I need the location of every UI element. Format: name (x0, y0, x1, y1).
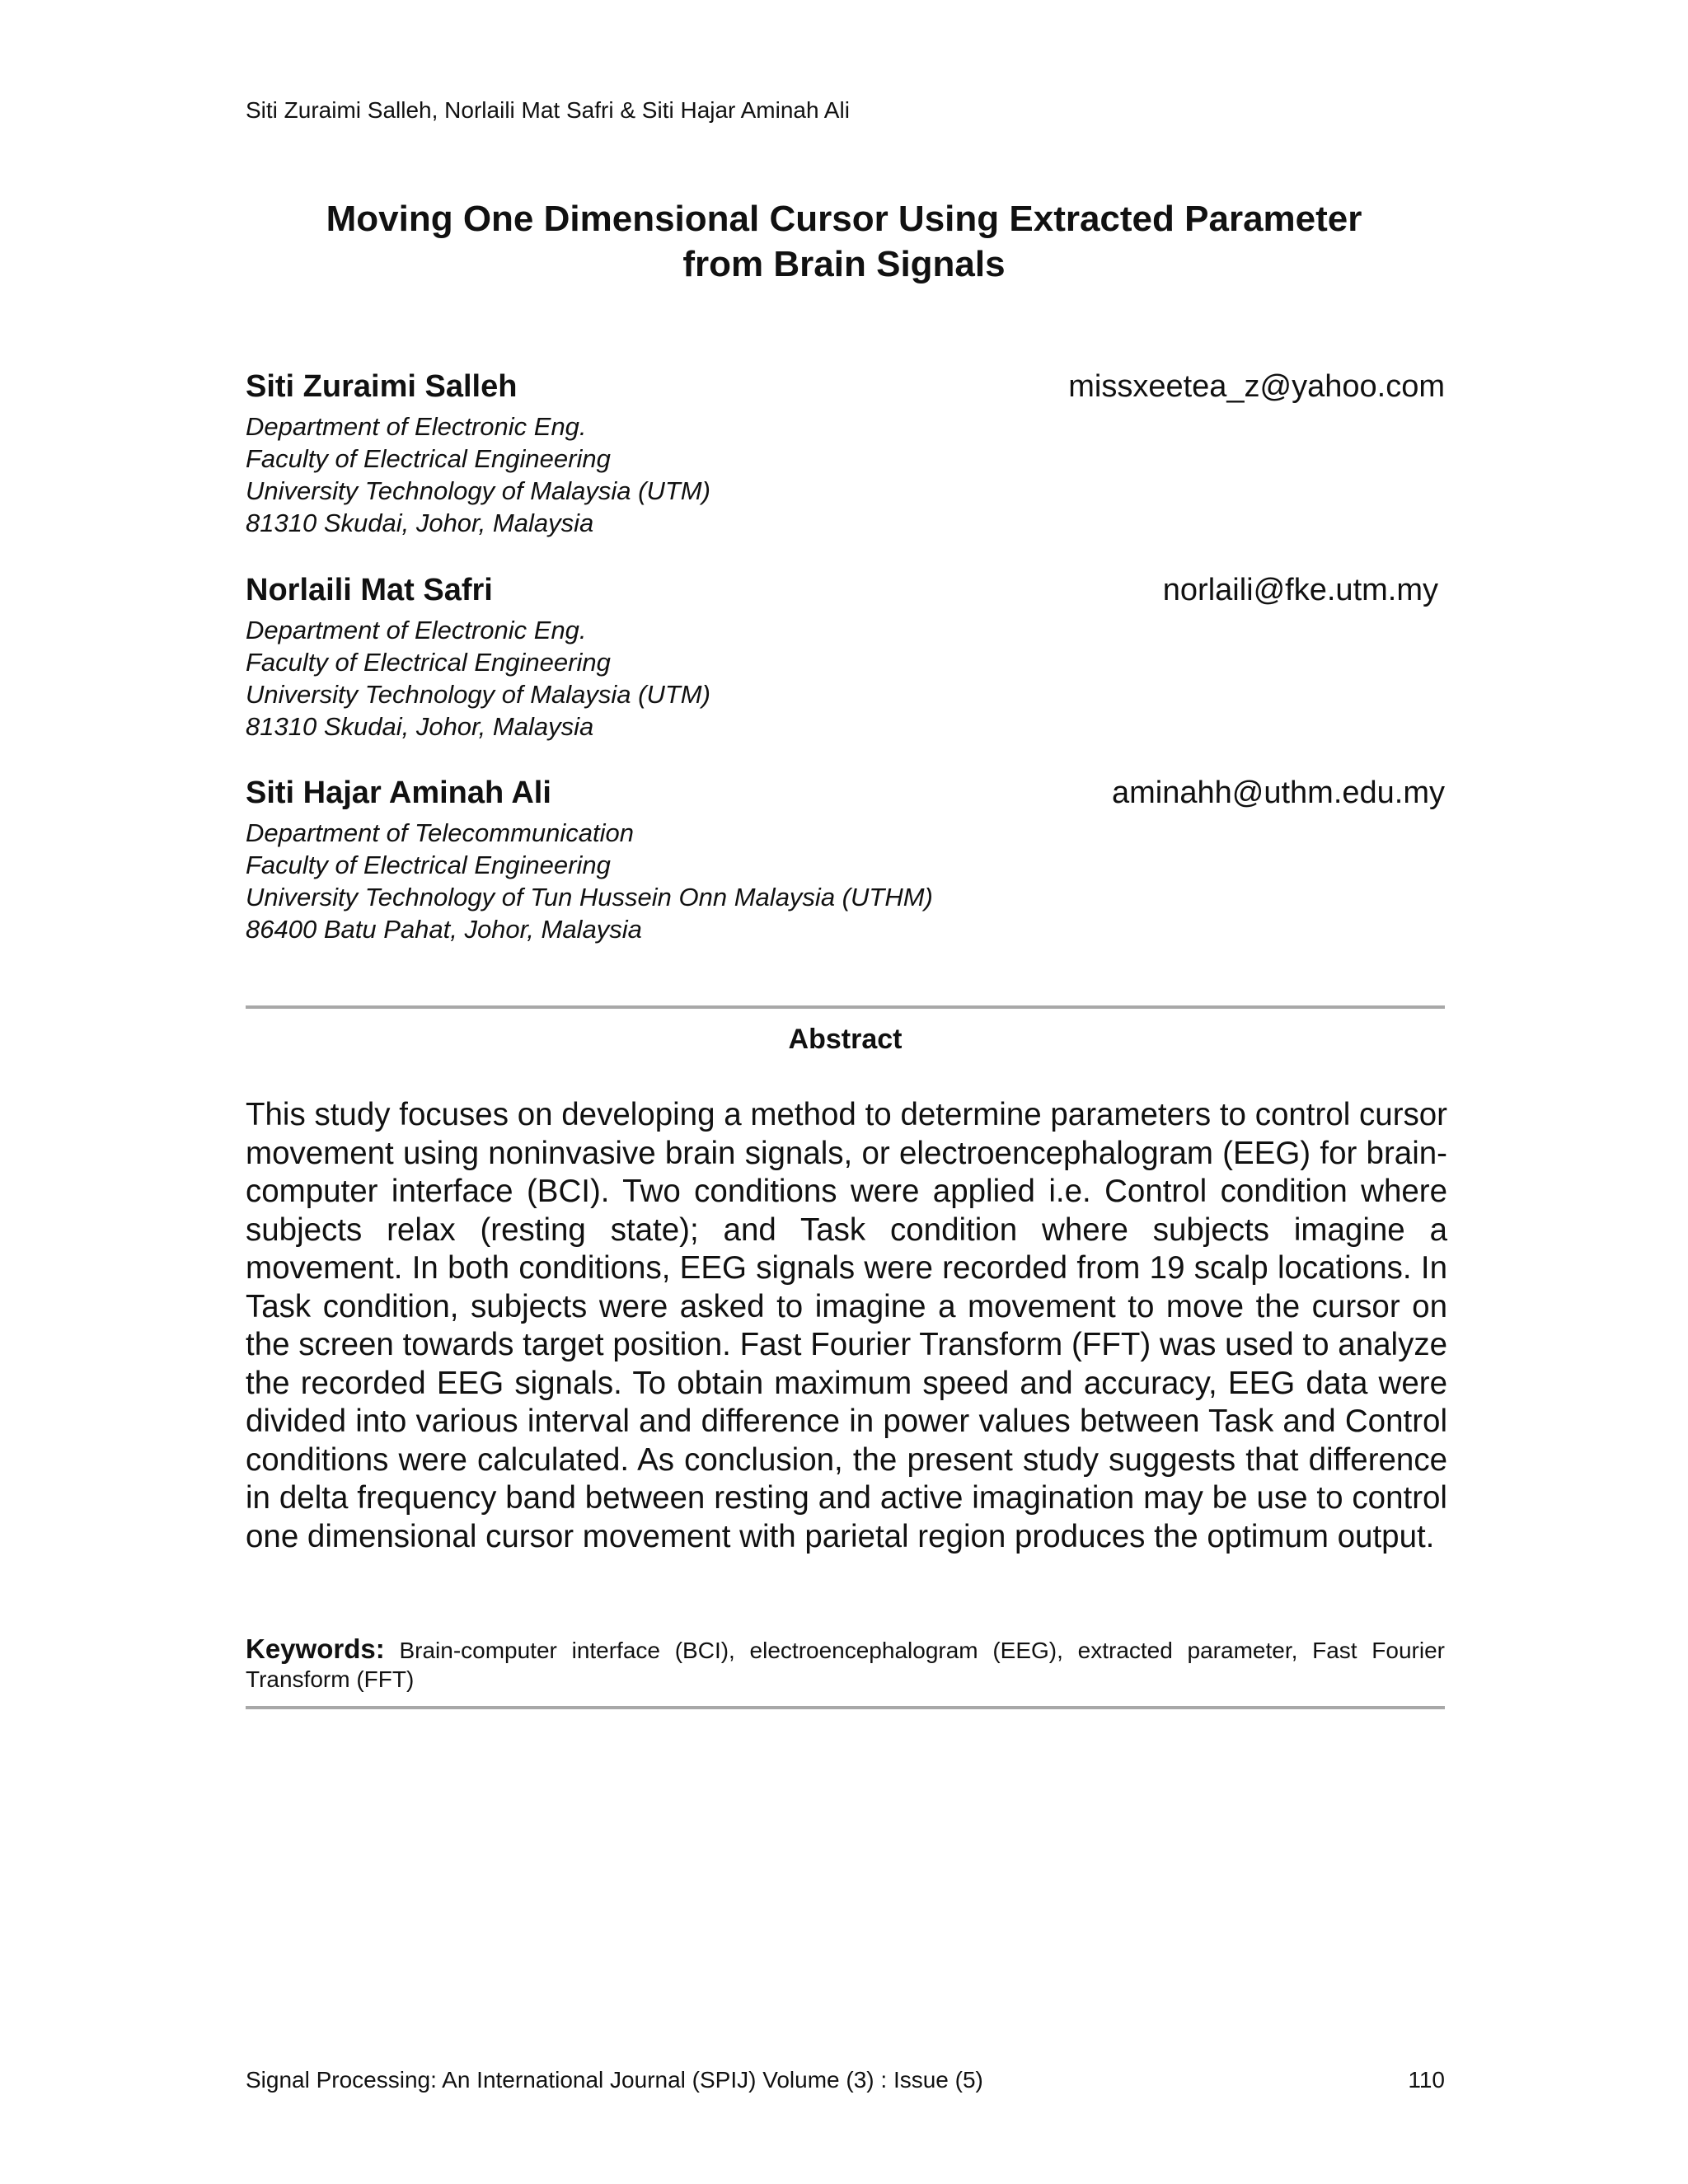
paper-title (247, 196, 1441, 287)
running-header: Siti Zuraimi Salleh, Norlaili Mat Safri & Siti Hajar Aminah Ali (246, 97, 850, 123)
footer-journal: Signal Processing: An International Journal (SPIJ) Volume (3) : Issue (5) (246, 2067, 983, 2093)
author-email[interactable]: missxeetea_z@yahoo.com (1068, 369, 1445, 404)
author-email[interactable]: aminahh@uthm.edu.my (1112, 776, 1445, 810)
affiliation-line: Department of Telecommunication (246, 818, 634, 847)
keywords-text: Brain-computer interface (BCI), electroencephalogram (EEG), extracted parameter, Fast Fourier Transform (FFT) (246, 1638, 1445, 1692)
affiliation-line: University Technology of Malaysia (UTM) (246, 476, 710, 505)
author-name: Siti Zuraimi Salleh (246, 369, 518, 404)
keywords (246, 1634, 1445, 1694)
affiliation-line: University Technology of Malaysia (UTM) (246, 680, 710, 709)
affiliation-line: University Technology of Tun Hussein Onn Malaysia (UTHM) (246, 883, 933, 912)
author-name: Siti Hajar Aminah Ali (246, 776, 551, 810)
affiliation-line: Faculty of Electrical Engineering (246, 444, 611, 473)
author-name: Norlaili Mat Safri (246, 573, 493, 607)
abstract-heading: Abstract (788, 1024, 903, 1055)
affiliation-line: 86400 Batu Pahat, Johor, Malaysia (246, 915, 642, 944)
page-number: 110 (1408, 2067, 1445, 2093)
affiliation-line: Faculty of Electrical Engineering (246, 648, 611, 677)
author-block-3 (246, 776, 1445, 945)
author-email[interactable]: norlaili@fke.utm.my (1162, 573, 1438, 607)
abstract-body: This study focuses on developing a method to determine parameters to control cursor movement using noninvasive brain signals, or electroencephalogram (EEG) for brain-computer interface (BCI). Two conditions were applied i.e. Control condition where subjects relax (resting state); and Task condition where subjects imagine a movement. In both conditions, EEG signals were recorded from 19 scalp locations. In Task condition, subjects were asked to imagine a movement to move the cursor on the screen towards target position. Fast Fourier Transform (FFT) was used to analyze the recorded EEG signals. To obtain maximum speed and accuracy, EEG data were divided into various interval and difference in power values between Task and Control conditions were calculated. As conclusion, the present study suggests that difference in delta frequency band between resting and active imagination may be use to control one dimensional cursor movement with parietal region produces the optimum output. (246, 1097, 1447, 1554)
author-block-1 (246, 369, 1445, 539)
abstract-bottom-rule (246, 1706, 1445, 1709)
affiliation-line: 81310 Skudai, Johor, Malaysia (246, 712, 594, 741)
abstract-top-rule (246, 1005, 1445, 1009)
affiliation-line: 81310 Skudai, Johor, Malaysia (246, 509, 594, 537)
affiliation-line: Faculty of Electrical Engineering (246, 851, 611, 879)
keywords-label: Keywords: (246, 1633, 385, 1664)
affiliation-line: Department of Electronic Eng. (246, 616, 587, 644)
title-line-2: from Brain Signals (682, 244, 1006, 284)
affiliation-line: Department of Electronic Eng. (246, 412, 587, 441)
title-line-1: Moving One Dimensional Cursor Using Extracted Parameter (326, 199, 1362, 239)
author-block-2 (246, 573, 1445, 743)
